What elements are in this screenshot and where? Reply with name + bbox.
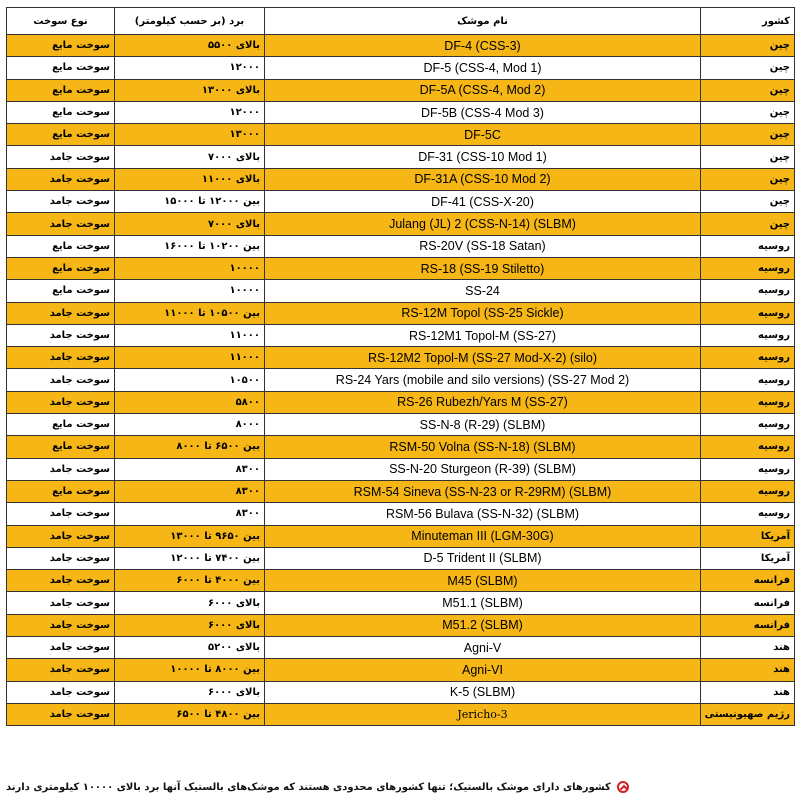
range-cell: بالای ۵۵۰۰ (115, 35, 265, 57)
table-row (7, 302, 795, 324)
country-cell: روسیه (701, 414, 795, 436)
range-cell: بالای ۶۰۰۰ (115, 681, 265, 703)
country-cell: چین (701, 35, 795, 57)
missile-name-cell: RS-26 Rubezh/Yars M (SS-27) (265, 391, 701, 413)
country-cell: روسیه (701, 302, 795, 324)
missile-name-cell: DF-4 (CSS-3) (265, 35, 701, 57)
range-cell: بالای ۷۰۰۰ (115, 213, 265, 235)
missile-name-cell: Agni-VI (265, 659, 701, 681)
table-row (7, 191, 795, 213)
range-cell: بالای ۶۰۰۰ (115, 592, 265, 614)
range-cell: بین ۹۶۵۰ تا ۱۳۰۰۰ (115, 525, 265, 547)
range-cell: ۱۰۵۰۰ (115, 369, 265, 391)
country-cell: چین (701, 168, 795, 190)
fuel-cell: سوخت مایع (7, 436, 115, 458)
range-cell: بالای ۵۲۰۰ (115, 637, 265, 659)
fuel-cell: سوخت جامد (7, 302, 115, 324)
missile-name-cell: DF-5A (CSS-4, Mod 2) (265, 79, 701, 101)
table-row (7, 503, 795, 525)
table-row (7, 659, 795, 681)
country-cell: روسیه (701, 480, 795, 502)
table-row (7, 436, 795, 458)
range-cell: بین ۱۰۵۰۰ تا ۱۱۰۰۰ (115, 302, 265, 324)
missile-name-cell: RS-24 Yars (mobile and silo versions) (SS-27 Mod 2) (265, 369, 701, 391)
header-missile-name: نام موشک (265, 8, 701, 35)
missile-name-cell: SS-N-20 Sturgeon (R-39) (SLBM) (265, 458, 701, 480)
fuel-cell: سوخت جامد (7, 592, 115, 614)
missile-name-cell: DF-5 (CSS-4, Mod 1) (265, 57, 701, 79)
missile-name-cell: Julang (JL) 2 (CSS-N-14) (SLBM) (265, 213, 701, 235)
range-cell: بالای ۷۰۰۰ (115, 146, 265, 168)
missile-name-cell: M51.1 (SLBM) (265, 592, 701, 614)
missile-name-cell: RS-18 (SS-19 Stiletto) (265, 257, 701, 279)
fuel-cell: سوخت مایع (7, 79, 115, 101)
table-row (7, 35, 795, 57)
table-row (7, 257, 795, 279)
missile-name-cell: Agni-V (265, 637, 701, 659)
country-cell: رژیم صهیونیستی (701, 703, 795, 725)
header-fuel: نوع سوخت (7, 8, 115, 35)
range-cell: ۱۰۰۰۰ (115, 257, 265, 279)
circle-chevron-up-icon (617, 781, 629, 793)
fuel-cell: سوخت جامد (7, 570, 115, 592)
fuel-cell: سوخت جامد (7, 547, 115, 569)
country-cell: هند (701, 681, 795, 703)
missile-name-cell: RSM-54 Sineva (SS-N-23 or R-29RM) (SLBM) (265, 480, 701, 502)
missile-name-cell: K-5 (SLBM) (265, 681, 701, 703)
fuel-cell: سوخت جامد (7, 614, 115, 636)
missile-name-cell: RS-20V (SS-18 Satan) (265, 235, 701, 257)
range-cell: بین ۷۴۰۰ تا ۱۲۰۰۰ (115, 547, 265, 569)
missile-table-container (6, 7, 794, 726)
country-cell: چین (701, 124, 795, 146)
table-row (7, 280, 795, 302)
country-cell: روسیه (701, 324, 795, 346)
range-cell: ۸۳۰۰ (115, 458, 265, 480)
range-cell: ۱۲۰۰۰ (115, 57, 265, 79)
missile-name-cell: SS-N-8 (R-29) (SLBM) (265, 414, 701, 436)
country-cell: روسیه (701, 369, 795, 391)
fuel-cell: سوخت جامد (7, 503, 115, 525)
table-row (7, 681, 795, 703)
table-row (7, 525, 795, 547)
fuel-cell: سوخت جامد (7, 458, 115, 480)
missile-name-cell: D-5 Trident II (SLBM) (265, 547, 701, 569)
fuel-cell: سوخت مایع (7, 35, 115, 57)
fuel-cell: سوخت جامد (7, 168, 115, 190)
missile-table (6, 7, 795, 726)
country-cell: چین (701, 213, 795, 235)
range-cell: ۵۸۰۰ (115, 391, 265, 413)
fuel-cell: سوخت مایع (7, 101, 115, 123)
fuel-cell: سوخت جامد (7, 146, 115, 168)
fuel-cell: سوخت مایع (7, 235, 115, 257)
caption-text: کشورهای دارای موشک بالستیک؛ تنها کشورهای محدودی هستند که موشک‌های بالستیک آنها برد بالای ۱۰۰۰۰ کیلومتری دارند (6, 781, 611, 793)
caption-row (6, 781, 629, 793)
table-row (7, 614, 795, 636)
table-row (7, 124, 795, 146)
range-cell: بین ۴۸۰۰ تا ۶۵۰۰ (115, 703, 265, 725)
table-row (7, 168, 795, 190)
range-cell: ۱۲۰۰۰ (115, 101, 265, 123)
range-cell: بین ۱۰۲۰۰ تا ۱۶۰۰۰ (115, 235, 265, 257)
country-cell: روسیه (701, 436, 795, 458)
missile-name-cell: M51.2 (SLBM) (265, 614, 701, 636)
range-cell: بالای ۶۰۰۰ (115, 614, 265, 636)
fuel-cell: سوخت جامد (7, 213, 115, 235)
missile-name-cell: Minuteman III (LGM-30G) (265, 525, 701, 547)
fuel-cell: سوخت مایع (7, 280, 115, 302)
fuel-cell: سوخت مایع (7, 414, 115, 436)
fuel-cell: سوخت جامد (7, 391, 115, 413)
table-row (7, 213, 795, 235)
fuel-cell: سوخت جامد (7, 659, 115, 681)
country-cell: چین (701, 101, 795, 123)
missile-name-cell: RS-12M Topol (SS-25 Sickle) (265, 302, 701, 324)
fuel-cell: سوخت مایع (7, 257, 115, 279)
range-cell: بالای ۱۳۰۰۰ (115, 79, 265, 101)
range-cell: ۸۳۰۰ (115, 480, 265, 502)
table-row (7, 324, 795, 346)
fuel-cell: سوخت مایع (7, 124, 115, 146)
missile-name-cell: SS-24 (265, 280, 701, 302)
missile-name-cell: DF-31 (CSS-10 Mod 1) (265, 146, 701, 168)
range-cell: بین ۶۵۰۰ تا ۸۰۰۰ (115, 436, 265, 458)
missile-name-cell: M45 (SLBM) (265, 570, 701, 592)
table-row (7, 547, 795, 569)
country-cell: چین (701, 191, 795, 213)
missile-name-cell: Jericho-3 (265, 703, 701, 725)
range-cell: بین ۴۰۰۰ تا ۶۰۰۰ (115, 570, 265, 592)
caption-bar (6, 776, 794, 798)
missile-name-cell: DF-5C (265, 124, 701, 146)
country-cell: هند (701, 637, 795, 659)
country-cell: فرانسه (701, 570, 795, 592)
table-row (7, 235, 795, 257)
table-row (7, 480, 795, 502)
country-cell: فرانسه (701, 614, 795, 636)
table-row (7, 592, 795, 614)
range-cell: بین ۸۰۰۰ تا ۱۰۰۰۰ (115, 659, 265, 681)
table-row (7, 146, 795, 168)
fuel-cell: سوخت جامد (7, 637, 115, 659)
range-cell: ۱۱۰۰۰ (115, 324, 265, 346)
missile-name-cell: RSM-50 Volna (SS-N-18) (SLBM) (265, 436, 701, 458)
fuel-cell: سوخت جامد (7, 191, 115, 213)
fuel-cell: سوخت جامد (7, 525, 115, 547)
missile-name-cell: DF-41 (CSS-X-20) (265, 191, 701, 213)
fuel-cell: سوخت جامد (7, 703, 115, 725)
fuel-cell: سوخت جامد (7, 347, 115, 369)
table-body (7, 35, 795, 726)
header-range: برد (بر حسب کیلومتر) (115, 8, 265, 35)
table-row (7, 570, 795, 592)
header-country: کشور (701, 8, 795, 35)
table-row (7, 101, 795, 123)
table-row (7, 458, 795, 480)
country-cell: روسیه (701, 235, 795, 257)
country-cell: هند (701, 659, 795, 681)
table-row (7, 414, 795, 436)
country-cell: چین (701, 57, 795, 79)
fuel-cell: سوخت جامد (7, 369, 115, 391)
country-cell: روسیه (701, 458, 795, 480)
range-cell: ۱۳۰۰۰ (115, 124, 265, 146)
table-row (7, 391, 795, 413)
range-cell: ۸۳۰۰ (115, 503, 265, 525)
missile-name-cell: RS-12M1 Topol-M (SS-27) (265, 324, 701, 346)
country-cell: آمریکا (701, 525, 795, 547)
fuel-cell: سوخت مایع (7, 480, 115, 502)
country-cell: روسیه (701, 280, 795, 302)
range-cell: بین ۱۲۰۰۰ تا ۱۵۰۰۰ (115, 191, 265, 213)
missile-name-cell: DF-31A (CSS-10 Mod 2) (265, 168, 701, 190)
range-cell: بالای ۱۱۰۰۰ (115, 168, 265, 190)
country-cell: چین (701, 79, 795, 101)
missile-name-cell: DF-5B (CSS-4 Mod 3) (265, 101, 701, 123)
range-cell: ۸۰۰۰ (115, 414, 265, 436)
fuel-cell: سوخت جامد (7, 324, 115, 346)
country-cell: آمریکا (701, 547, 795, 569)
table-row (7, 637, 795, 659)
fuel-cell: سوخت جامد (7, 681, 115, 703)
country-cell: روسیه (701, 503, 795, 525)
table-row (7, 703, 795, 725)
range-cell: ۱۰۰۰۰ (115, 280, 265, 302)
country-cell: فرانسه (701, 592, 795, 614)
country-cell: روسیه (701, 347, 795, 369)
table-row (7, 79, 795, 101)
table-row (7, 347, 795, 369)
country-cell: روسیه (701, 257, 795, 279)
table-row (7, 369, 795, 391)
missile-name-cell: RSM-56 Bulava (SS-N-32) (SLBM) (265, 503, 701, 525)
range-cell: ۱۱۰۰۰ (115, 347, 265, 369)
table-row (7, 57, 795, 79)
missile-name-cell: RS-12M2 Topol-M (SS-27 Mod-X-2) (silo) (265, 347, 701, 369)
country-cell: چین (701, 146, 795, 168)
table-header-row (7, 8, 795, 35)
country-cell: روسیه (701, 391, 795, 413)
fuel-cell: سوخت مایع (7, 57, 115, 79)
